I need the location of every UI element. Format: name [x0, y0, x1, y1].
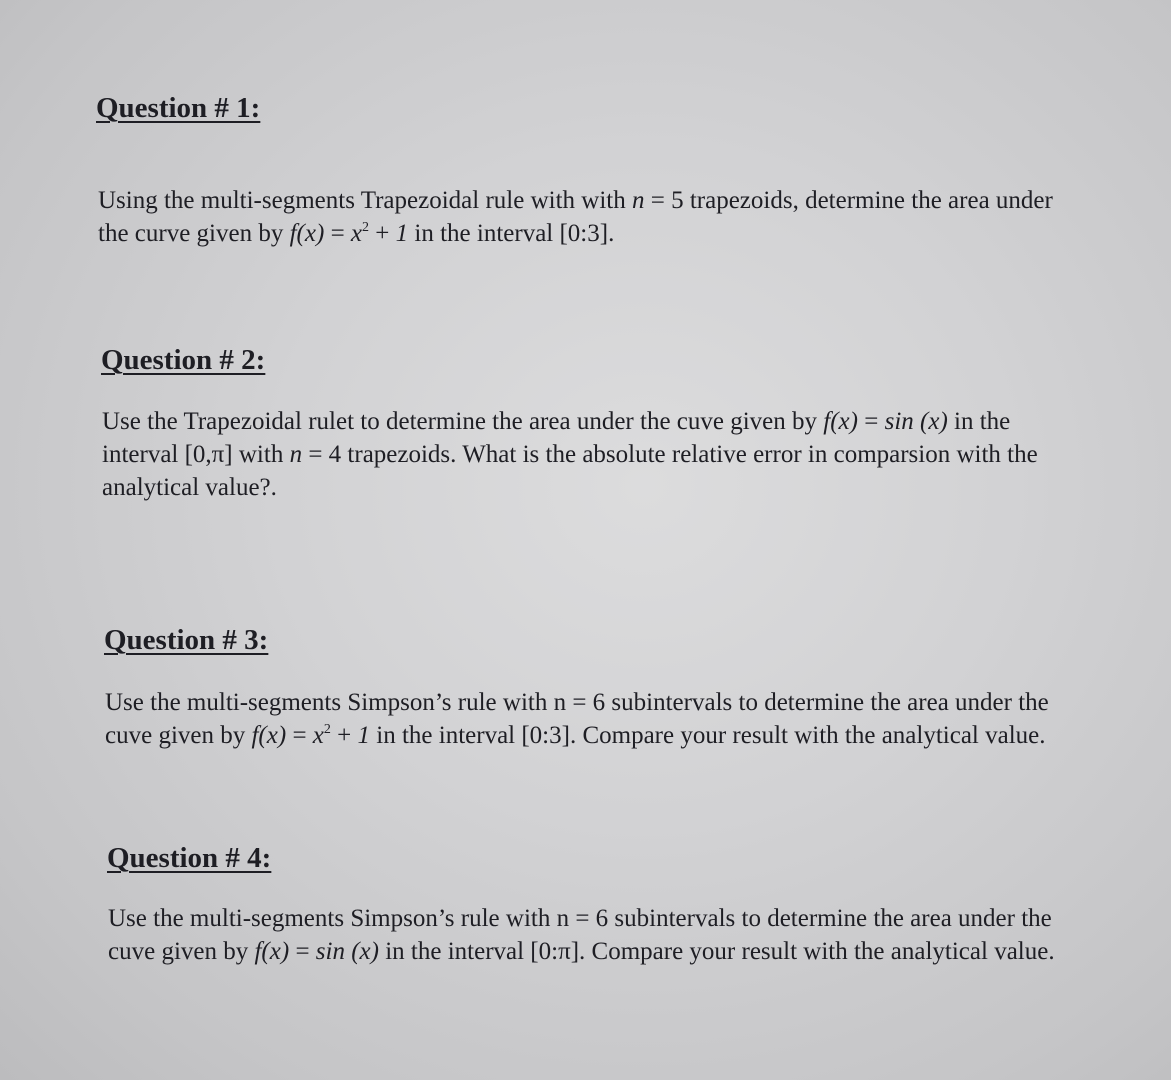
question-4-title: Question # 4:	[107, 842, 272, 874]
math-text: f(x)	[254, 938, 290, 965]
superscript: 2	[362, 220, 370, 235]
math-text: x	[312, 722, 324, 749]
text-run: Use the multi-segments Simpson’s rule with n = 6 subintervals to determine the area under the	[108, 905, 1052, 932]
question-text-line	[98, 217, 1053, 250]
math-text: sin (x)	[315, 938, 379, 965]
text-run: cuve given by	[108, 938, 255, 965]
text-run: interval [0,π] with	[102, 441, 290, 468]
question-text-line	[105, 686, 1049, 719]
math-text: 1	[357, 722, 371, 749]
text-run: =	[286, 722, 313, 749]
math-text: n	[631, 187, 645, 214]
text-run: cuve given by	[105, 722, 252, 749]
math-text: f(x)	[251, 722, 287, 749]
question-4-body	[108, 902, 1055, 968]
math-text: f(x)	[289, 220, 325, 247]
question-3-title: Question # 3:	[104, 624, 269, 656]
question-2-title: Question # 2:	[101, 344, 266, 376]
math-text: n	[289, 441, 303, 468]
question-text-line	[108, 902, 1055, 935]
question-text-line	[102, 405, 1038, 438]
superscript: 2	[323, 722, 331, 737]
text-run: in the interval [0:3]. Compare your result with the analytical value.	[370, 722, 1046, 749]
text-run: Use the multi-segments Simpson’s rule with n = 6 subintervals to determine the area under the	[105, 689, 1049, 716]
question-text-line	[102, 471, 1038, 504]
text-run: in the interval [0:π]. Compare your result with the analytical value.	[378, 938, 1055, 965]
question-1-body	[98, 184, 1053, 250]
text-run: =	[289, 938, 316, 965]
question-2-body	[102, 405, 1038, 504]
math-text: 1	[395, 220, 409, 247]
text-run: analytical value?.	[102, 474, 277, 501]
math-text: f(x)	[823, 408, 858, 435]
question-3-body	[105, 686, 1049, 752]
text-run: = 4 trapezoids. What is the absolute relative error in comparsion with the	[302, 441, 1038, 468]
text-run: = 5 trapezoids, determine the area under	[644, 187, 1053, 214]
text-run: Use the Trapezoidal rulet to determine the area under the cuve given by	[102, 408, 824, 435]
text-run: +	[369, 220, 396, 247]
text-run: =	[324, 220, 351, 247]
text-run: =	[857, 408, 885, 435]
math-text: sin (x)	[884, 408, 948, 435]
text-run: in the interval [0:3].	[408, 220, 615, 247]
math-text: x	[350, 220, 363, 247]
question-text-line	[102, 438, 1038, 471]
question-text-line	[105, 719, 1049, 752]
text-run: in the	[947, 408, 1011, 435]
question-text-line	[98, 184, 1053, 217]
text-run: +	[330, 722, 358, 749]
text-run: Using the multi-segments Trapezoidal rule with with	[98, 187, 632, 214]
question-text-line	[108, 935, 1055, 968]
text-run: the curve given by	[98, 220, 290, 247]
question-1-title: Question # 1:	[96, 92, 261, 124]
